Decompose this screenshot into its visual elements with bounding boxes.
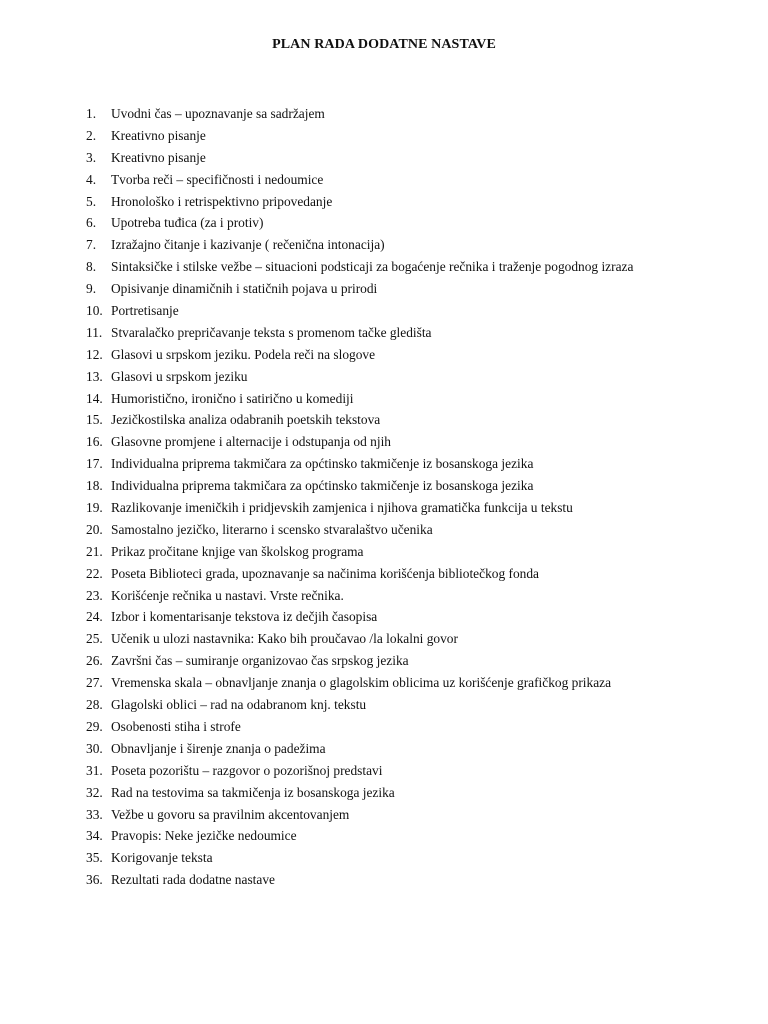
list-item xyxy=(86,344,633,366)
list-item-number: 13. xyxy=(86,368,103,384)
list-item-text: Upotreba tuđica (za i protiv) xyxy=(111,215,264,231)
list-item-text: Glasovi u srpskom jeziku xyxy=(111,368,248,384)
list-item xyxy=(86,672,633,694)
list-item-number: 17. xyxy=(86,456,103,472)
list-item-number: 20. xyxy=(86,521,103,537)
list-item xyxy=(86,825,633,847)
list-item xyxy=(86,738,633,760)
list-item xyxy=(86,716,633,738)
list-item-text: Individualna priprema takmičara za općtinsko takmičenje iz bosanskoga jezika xyxy=(111,456,534,472)
list-item-text: Pravopis: Neke jezičke nedoumice xyxy=(111,828,297,844)
list-item xyxy=(86,519,633,541)
list-item xyxy=(86,431,633,453)
list-item-text: Korišćenje rečnika u nastavi. Vrste rečnika. xyxy=(111,587,344,603)
list-item-text: Hronološko i retrispektivno pripovedanje xyxy=(111,193,333,209)
list-item xyxy=(86,869,633,891)
list-item-number: 30. xyxy=(86,740,103,756)
list-item-number: 32. xyxy=(86,784,103,800)
list-item xyxy=(86,191,633,213)
list-item xyxy=(86,409,633,431)
list-item-text: Rezultati rada dodatne nastave xyxy=(111,872,275,888)
list-item xyxy=(86,103,633,125)
list-item-number: 25. xyxy=(86,631,103,647)
list-item-number: 16. xyxy=(86,434,103,450)
list-item-text: Izražajno čitanje i kazivanje ( rečenična intonacija) xyxy=(111,237,385,253)
list-item-number: 21. xyxy=(86,543,103,559)
list-item-text: Humoristično, ironično i satirično u komediji xyxy=(111,390,354,406)
list-item xyxy=(86,322,633,344)
list-item xyxy=(86,628,633,650)
list-item-text: Portretisanje xyxy=(111,303,179,319)
list-item-text: Glasovi u srpskom jeziku. Podela reči na slogove xyxy=(111,346,376,362)
list-item-text: Obnavljanje i širenje znanja o padežima xyxy=(111,740,326,756)
list-item xyxy=(86,212,633,234)
list-item-number: 27. xyxy=(86,675,103,691)
list-item-number: 31. xyxy=(86,762,103,778)
list-item-number: 22. xyxy=(86,565,103,581)
list-item-text: Tvorba reči – specifičnosti i nedoumice xyxy=(111,171,324,187)
list-item-text: Korigovanje teksta xyxy=(111,850,213,866)
list-item xyxy=(86,147,633,169)
list-item-text: Rad na testovima sa takmičenja iz bosanskoga jezika xyxy=(111,784,395,800)
list-item-text: Poseta pozorištu – razgovor o pozorišnoj predstavi xyxy=(111,762,383,778)
list-item-text: Jezičkostilska analiza odabranih poetskih tekstova xyxy=(111,412,381,428)
list-item xyxy=(86,256,633,278)
list-item xyxy=(86,388,633,410)
list-item-number: 15. xyxy=(86,412,103,428)
list-item-text: Kreativno pisanje xyxy=(111,149,206,165)
list-item-number: 2. xyxy=(86,127,97,143)
list-item xyxy=(86,541,633,563)
list-item-number: 14. xyxy=(86,390,103,406)
document-title: PLAN RADA DODATNE NASTAVE xyxy=(272,37,496,52)
list-item-number: 23. xyxy=(86,587,103,603)
list-item-text: Individualna priprema takmičara za općtinsko takmičenje iz bosanskoga jezika xyxy=(111,478,534,494)
list-item xyxy=(86,585,633,607)
list-item-text: Vremenska skala – obnavljanje znanja o glagolskim oblicima uz korišćenje grafičkog prikaza xyxy=(111,675,612,691)
list-item-text: Uvodni čas – upoznavanje sa sadržajem xyxy=(111,106,325,121)
list-item-number: 10. xyxy=(86,303,103,319)
list-item xyxy=(86,847,633,869)
list-item-text: Kreativno pisanje xyxy=(111,127,206,143)
list-item-text: Glagolski oblici – rad na odabranom knj. tekstu xyxy=(111,697,367,713)
list-item-number: 9. xyxy=(86,281,97,297)
list-item-text: Glasovne promjene i alternacije i odstupanja od njih xyxy=(111,434,392,450)
list-item xyxy=(86,782,633,804)
list-item-number: 12. xyxy=(86,346,103,362)
list-item xyxy=(86,650,633,672)
list-item-text: Završni čas – sumiranje organizovao čas srpskog jezika xyxy=(111,653,409,669)
list-item-number: 19. xyxy=(86,500,103,516)
list-item-text: Stvaralačko prepričavanje teksta s promenom tačke gledišta xyxy=(111,324,432,340)
list-item xyxy=(86,453,633,475)
list-item xyxy=(86,234,633,256)
list-item-number: 35. xyxy=(86,850,103,866)
list-item xyxy=(86,694,633,716)
list-item-number: 33. xyxy=(86,806,103,822)
list-item-text: Izbor i komentarisanje tekstova iz dečjih časopisa xyxy=(111,609,378,625)
list-item-text: Osobenosti stiha i strofe xyxy=(111,718,241,734)
list-item-number: 4. xyxy=(86,171,97,187)
list-item-number: 29. xyxy=(86,718,103,734)
list-item-text: Vežbe u govoru sa pravilnim akcentovanjem xyxy=(111,806,350,822)
list-item-number: 36. xyxy=(86,872,103,888)
list-item xyxy=(86,169,633,191)
list-item-number: 18. xyxy=(86,478,103,494)
list-item-number: 3. xyxy=(86,149,97,165)
list-item-text: Prikaz pročitane knjige van školskog programa xyxy=(111,543,364,559)
list-item xyxy=(86,804,633,826)
list-item-number: 6. xyxy=(86,215,97,231)
list-item xyxy=(86,278,633,300)
list-item-number: 11. xyxy=(86,324,103,340)
list-item-number: 8. xyxy=(86,259,97,275)
list-item-number: 28. xyxy=(86,697,103,713)
list-item-text: Učenik u ulozi nastavnika: Kako bih proučavao /la lokalni govor xyxy=(111,631,458,647)
list-item-number: 7. xyxy=(86,237,97,253)
list-item-number: 26. xyxy=(86,653,103,669)
list-item-text: Razlikovanje imeničkih i pridjevskih zamjenica i njihova gramatička funkcija u tekstu xyxy=(111,500,573,516)
list-item-text: Poseta Biblioteci grada, upoznavanje sa načinima korišćenja bibliotečkog fonda xyxy=(111,565,539,581)
list-item xyxy=(86,497,633,519)
list-item xyxy=(86,366,633,388)
list-item xyxy=(86,606,633,628)
list-item xyxy=(86,563,633,585)
list-item-number: 24. xyxy=(86,609,103,625)
list-item-text: Sintaksičke i stilske vežbe – situacioni podsticaji za bogaćenje rečnika i traženje pogodnog izraza xyxy=(111,259,634,275)
list-item-text: Opisivanje dinamičnih i statičnih pojava u prirodi xyxy=(111,281,378,297)
list-item-number: 1. xyxy=(86,106,97,121)
list-item xyxy=(86,475,633,497)
list-item xyxy=(86,760,633,782)
plan-list xyxy=(86,103,633,891)
list-item xyxy=(86,125,633,147)
list-item-number: 34. xyxy=(86,828,103,844)
list-item xyxy=(86,300,633,322)
list-item-text: Samostalno jezičko, literarno i scensko stvaralaštvo učenika xyxy=(111,521,433,537)
list-item-number: 5. xyxy=(86,193,97,209)
